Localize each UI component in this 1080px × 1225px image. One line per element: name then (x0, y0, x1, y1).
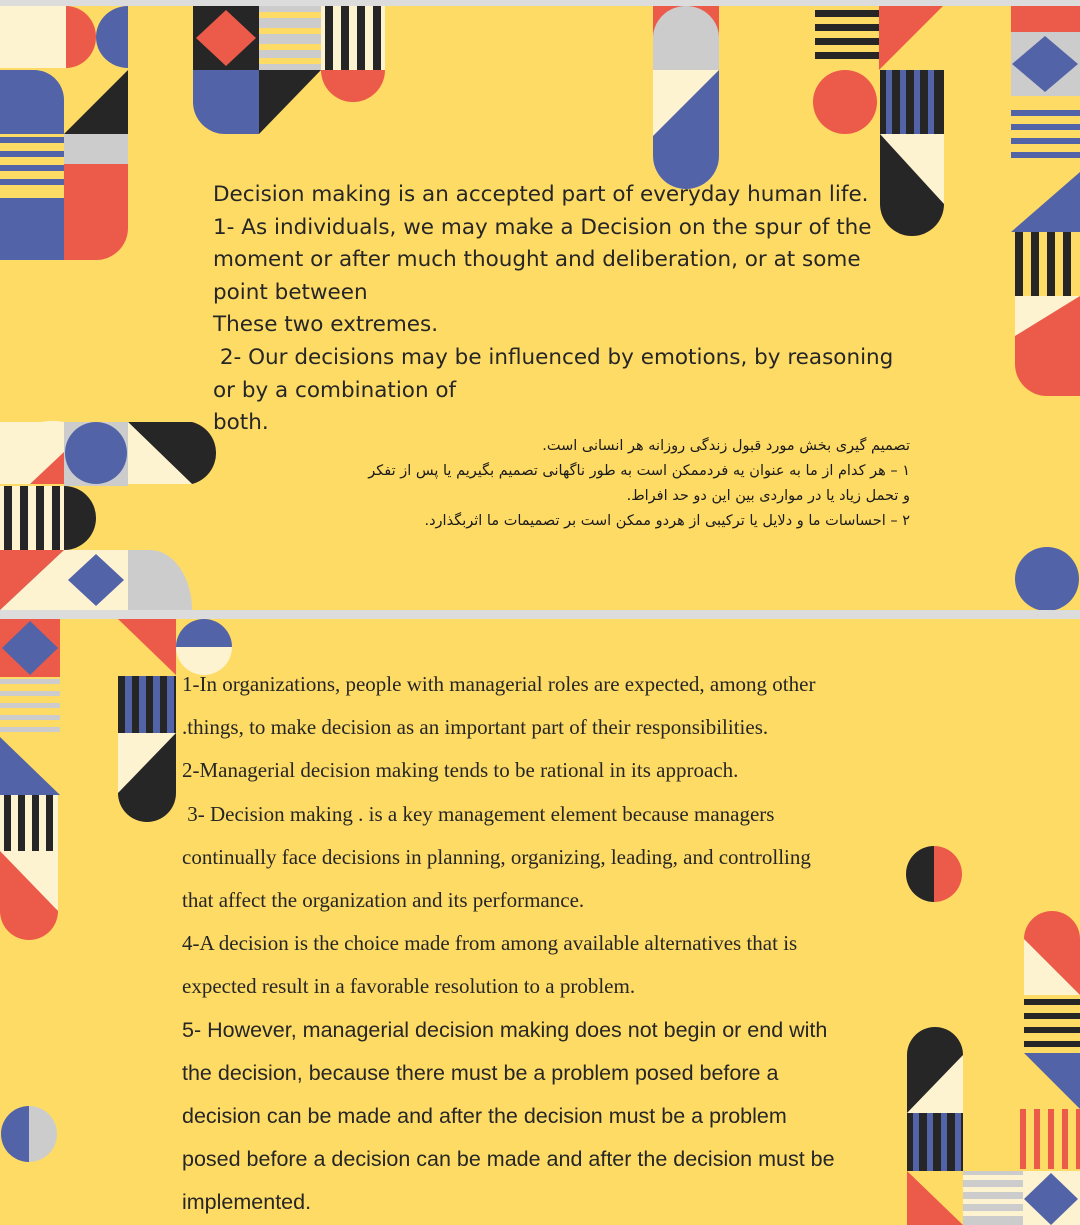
text-line: that affect the organization and its performance. (182, 887, 585, 912)
slide-1 (0, 6, 1080, 610)
text-line: decision can be made and after the decision must be a problem (182, 1103, 787, 1128)
text-line: 3- Decision making . is a key management element because managers (182, 801, 775, 826)
text-line: 5- However, managerial decision making does not begin or end with (182, 1017, 828, 1042)
text-line: 1- As individuals, we may make a Decision on the spur of the (213, 214, 872, 240)
text-line: continually face decisions in planning, organizing, leading, and controlling (182, 844, 811, 869)
slide-2 (0, 619, 1080, 1225)
text-line: Decision making is an accepted part of everyday human life. (213, 182, 869, 207)
text-line: .things, to make decision as an important part of their responsibilities. (182, 715, 769, 740)
english-text-block (213, 179, 913, 440)
text-line: These two extremes. (213, 312, 439, 338)
text-line: posed before a decision can be made and after the decision must be (182, 1147, 835, 1172)
body-text-block (182, 663, 922, 1224)
text-line: point between (213, 279, 368, 305)
text-line: و تحمل زیاد یا در مواردی بین این دو حد افراط. (626, 488, 910, 504)
text-line: moment or after much thought and deliberation, or at some (213, 247, 861, 273)
text-line: 4-A decision is the choice made from among available alternatives that is (182, 931, 798, 956)
text-line: the decision, because there must be a problem posed before a (182, 1060, 779, 1085)
text-line: 1-In organizations, people with managerial roles are expected, among other (182, 672, 816, 696)
text-line: ۲ – احساسات ما و دلایل یا ترکیبی از هردو ممکن است بر تصمیمات ما اثربگذارد. (424, 513, 910, 529)
text-line: ۱ – هر کدام از ما به عنوان یه فردممکن است به طور ناگهانی تصمیم بگیریم یا پس از تفکر (368, 463, 910, 479)
text-line: 2-Managerial decision making tends to be rational in its approach. (182, 758, 739, 783)
text-line: تصمیم گیری بخش مورد قبول زندگی روزانه هر انسانی است. (542, 438, 910, 454)
text-line: expected result in a favorable resolution to a problem. (182, 974, 636, 999)
text-line: or by a combination of (213, 377, 457, 403)
persian-text-block (190, 434, 910, 534)
text-line: implemented. (182, 1190, 312, 1215)
text-line: both. (213, 410, 269, 436)
text-line: 2- Our decisions may be influenced by emotions, by reasoning (213, 344, 894, 370)
